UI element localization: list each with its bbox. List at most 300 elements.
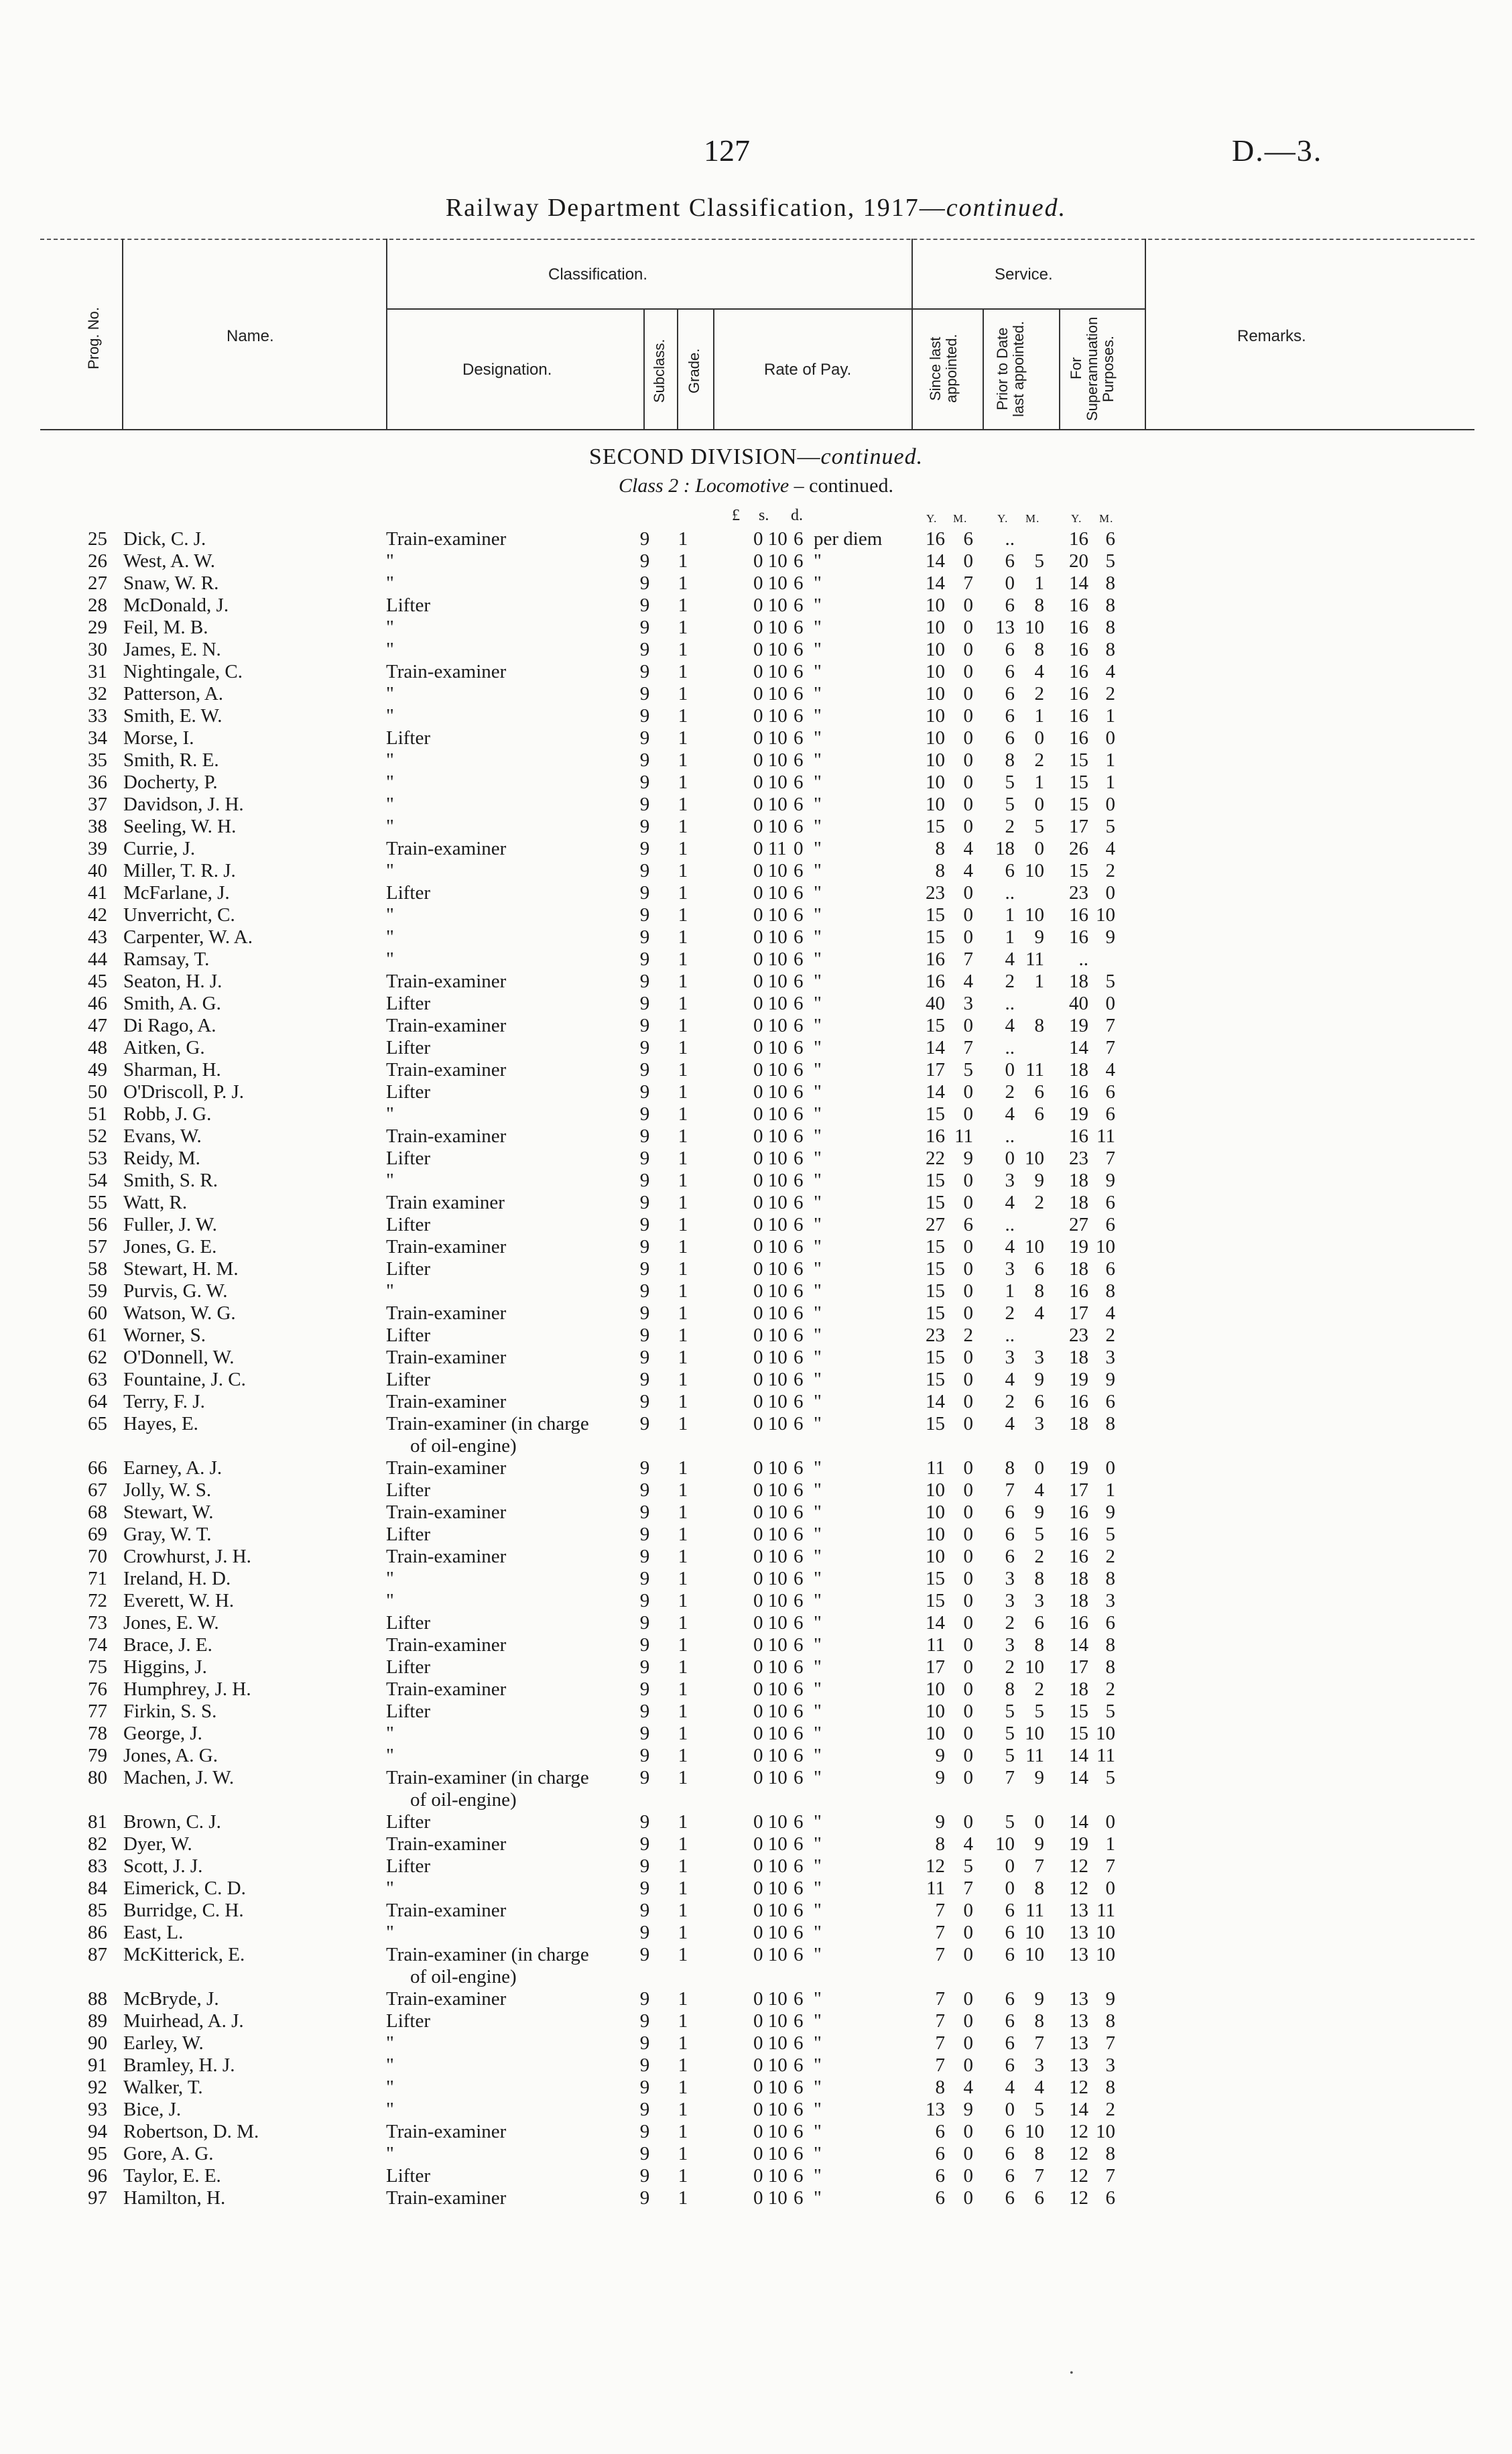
grade-cell: 1 — [678, 1546, 688, 1567]
super-years-cell: 40 — [1069, 993, 1088, 1014]
rate-shillings-cell: 0 10 — [753, 1148, 788, 1169]
since-months-cell: 0 — [963, 727, 973, 749]
unit-shillings: s. — [759, 507, 769, 524]
prior-months-cell: 3 — [1034, 2054, 1044, 2076]
super-months-cell: 8 — [1105, 1656, 1115, 1678]
super-months-cell: 6 — [1105, 2187, 1115, 2209]
grade-cell: 1 — [678, 1015, 688, 1036]
prog-no-cell: 48 — [88, 1037, 107, 1058]
rate-per-cell: " — [814, 1059, 822, 1081]
rate-shillings-cell: 0 10 — [753, 639, 788, 660]
since-years-cell: 10 — [926, 1701, 945, 1722]
prior-months-cell: 7 — [1034, 2032, 1044, 2054]
rate-shillings-cell: 0 10 — [753, 2099, 788, 2120]
prior-years-cell: 3 — [1005, 1590, 1015, 1611]
prior-months-cell: 1 — [1034, 772, 1044, 793]
prior-years-cell: 2 — [1005, 1081, 1015, 1103]
unit-pence: d. — [791, 507, 803, 524]
rate-per-cell: " — [814, 1479, 822, 1501]
since-years-cell: 16 — [926, 1125, 945, 1147]
prior-years-cell: 18 — [995, 838, 1015, 859]
super-months-cell: 9 — [1105, 1170, 1115, 1191]
rate-shillings-cell: 0 10 — [753, 705, 788, 727]
subclass-cell: 9 — [639, 1236, 650, 1257]
super-months-cell: 6 — [1105, 1391, 1115, 1412]
name-cell: McFarlane, J. — [123, 882, 230, 904]
since-months-cell: 0 — [963, 2010, 973, 2032]
super-years-cell: 18 — [1069, 1568, 1088, 1589]
super-years-cell: 19 — [1069, 1015, 1088, 1036]
since-years-cell: 9 — [935, 1745, 945, 1766]
rate-per-cell: per diem — [814, 528, 883, 550]
table-row — [0, 1612, 1512, 1634]
rate-per-cell: " — [814, 1347, 822, 1368]
name-cell: Earley, W. — [123, 2032, 204, 2054]
header-classification: Classification. — [548, 265, 648, 284]
document-title — [0, 193, 1512, 223]
unit-pound: £ — [732, 507, 740, 524]
super-years-cell: 14 — [1069, 572, 1088, 594]
super-months-cell: 9 — [1105, 1369, 1115, 1390]
designation-cell: " — [386, 2077, 394, 2098]
super-months-cell: 10 — [1096, 1236, 1115, 1257]
grade-cell: 1 — [678, 1369, 688, 1390]
rate-per-cell: " — [814, 816, 822, 837]
since-years-cell: 10 — [926, 595, 945, 616]
table-row — [0, 1944, 1512, 1988]
rate-per-cell: " — [814, 550, 822, 572]
header-remarks: Remarks. — [1237, 327, 1306, 345]
name-cell: East, L. — [123, 1922, 184, 1943]
super-years-cell: 20 — [1069, 550, 1088, 572]
prior-months-cell: 6 — [1034, 1391, 1044, 1412]
prior-years-cell: .. — [1005, 1125, 1015, 1147]
rate-shillings-cell: 0 10 — [753, 1037, 788, 1058]
prog-no-cell: 82 — [88, 1833, 107, 1855]
rate-per-cell: " — [814, 2143, 822, 2164]
since-years-cell: 12 — [926, 1855, 945, 1877]
rate-pence-cell: 6 — [794, 727, 804, 749]
subclass-cell: 9 — [639, 1568, 650, 1589]
subclass-cell: 9 — [639, 1059, 650, 1081]
since-months-cell: 0 — [963, 1745, 973, 1766]
grade-cell: 1 — [678, 1678, 688, 1700]
prior-years-cell: 4 — [1005, 1369, 1015, 1390]
table-row — [0, 1878, 1512, 1900]
since-years-cell: 15 — [926, 1170, 945, 1191]
since-months-cell: 5 — [963, 1855, 973, 1877]
name-cell: Gray, W. T. — [123, 1524, 212, 1545]
designation-cell: " — [386, 2032, 394, 2054]
subclass-cell: 9 — [639, 639, 650, 660]
since-months-cell: 7 — [963, 1878, 973, 1899]
rate-pence-cell: 6 — [794, 794, 804, 815]
rate-pence-cell: 6 — [794, 882, 804, 904]
grade-cell: 1 — [678, 2054, 688, 2076]
prior-months-cell: 4 — [1034, 661, 1044, 682]
subclass-cell: 9 — [639, 683, 650, 704]
subclass-cell: 9 — [639, 1723, 650, 1744]
super-years-cell: 14 — [1069, 1634, 1088, 1656]
subclass-cell: 9 — [639, 1391, 650, 1412]
rate-pence-cell: 6 — [794, 1944, 804, 1965]
name-cell: Eimerick, C. D. — [123, 1878, 246, 1899]
prog-no-cell: 79 — [88, 1745, 107, 1766]
prior-years-cell: 6 — [1005, 1922, 1015, 1943]
table-row — [0, 705, 1512, 727]
rate-shillings-cell: 0 10 — [753, 1612, 788, 1634]
since-years-cell: 10 — [926, 1546, 945, 1567]
table-row — [0, 2054, 1512, 2077]
subclass-cell: 9 — [639, 1922, 650, 1943]
prior-months-cell: 8 — [1034, 1568, 1044, 1589]
grade-cell: 1 — [678, 2010, 688, 2032]
subclass-cell: 9 — [639, 1170, 650, 1191]
subclass-cell: 9 — [639, 1347, 650, 1368]
prior-months-cell: 5 — [1034, 550, 1044, 572]
super-years-cell: 16 — [1069, 1391, 1088, 1412]
prior-years-cell: 6 — [1005, 2165, 1015, 2187]
super-months-cell: 2 — [1105, 683, 1115, 704]
name-cell: Seaton, H. J. — [123, 971, 223, 992]
designation-cell: " — [386, 794, 394, 815]
subclass-cell: 9 — [639, 1878, 650, 1899]
rate-shillings-cell: 0 10 — [753, 1634, 788, 1656]
super-months-cell: 6 — [1105, 1258, 1115, 1280]
prog-no-cell: 39 — [88, 838, 107, 859]
designation-cell: Lifter — [386, 1656, 431, 1678]
rate-per-cell: " — [814, 1037, 822, 1058]
table-row — [0, 550, 1512, 572]
since-years-cell: 9 — [935, 1767, 945, 1788]
prior-months-cell: 10 — [1025, 1723, 1044, 1744]
rate-shillings-cell: 0 10 — [753, 1214, 788, 1235]
table-row — [0, 1745, 1512, 1767]
rate-shillings-cell: 0 10 — [753, 1723, 788, 1744]
rate-per-cell: " — [814, 639, 822, 660]
prior-months-cell: 10 — [1025, 1236, 1044, 1257]
grade-cell: 1 — [678, 528, 688, 550]
rate-pence-cell: 6 — [794, 1325, 804, 1346]
since-years-cell: 11 — [926, 1878, 945, 1899]
prior-years-cell: 6 — [1005, 550, 1015, 572]
since-years-cell: 14 — [926, 550, 945, 572]
name-cell: Gore, A. G. — [123, 2143, 214, 2164]
super-months-cell: 11 — [1096, 1745, 1115, 1766]
name-cell: Brace, J. E. — [123, 1634, 212, 1656]
rate-shillings-cell: 0 10 — [753, 1081, 788, 1103]
table-row — [0, 794, 1512, 816]
name-cell: James, E. N. — [123, 639, 221, 660]
super-years-cell: 12 — [1069, 2165, 1088, 2187]
name-cell: Jones, E. W. — [123, 1612, 219, 1634]
rate-shillings-cell: 0 10 — [753, 1325, 788, 1346]
super-years-cell: 16 — [1069, 705, 1088, 727]
super-years-cell: 14 — [1069, 2099, 1088, 2120]
rate-shillings-cell: 0 10 — [753, 2143, 788, 2164]
subclass-cell: 9 — [639, 661, 650, 682]
prog-no-cell: 88 — [88, 1988, 107, 2010]
since-months-cell: 0 — [963, 595, 973, 616]
super-months-cell: 3 — [1105, 1590, 1115, 1611]
rate-per-cell: " — [814, 1988, 822, 2010]
grade-cell: 1 — [678, 1878, 688, 1899]
class-title — [0, 475, 1512, 497]
section-title-main: SECOND DIVISION— — [588, 444, 821, 469]
since-years-cell: 15 — [926, 1192, 945, 1213]
name-cell: West, A. W. — [123, 550, 216, 572]
rate-pence-cell: 6 — [794, 2010, 804, 2032]
prior-years-cell: 4 — [1005, 1236, 1015, 1257]
grade-cell: 1 — [678, 1701, 688, 1722]
rate-per-cell: " — [814, 1634, 822, 1656]
rate-shillings-cell: 0 10 — [753, 1391, 788, 1412]
table-row — [0, 1701, 1512, 1723]
subclass-cell: 9 — [639, 2143, 650, 2164]
super-months-cell: 10 — [1096, 904, 1115, 926]
table-row — [0, 1811, 1512, 1833]
since-months-cell: 0 — [963, 1015, 973, 1036]
super-years-cell: 16 — [1069, 639, 1088, 660]
rate-pence-cell: 6 — [794, 661, 804, 682]
table-row — [0, 1590, 1512, 1612]
super-years-cell: 19 — [1069, 1103, 1088, 1125]
designation-cell: " — [386, 572, 394, 594]
since-months-cell: 0 — [963, 882, 973, 904]
subclass-cell: 9 — [639, 2121, 650, 2142]
prior-months-cell: 8 — [1034, 639, 1044, 660]
rate-pence-cell: 6 — [794, 2121, 804, 2142]
subclass-cell: 9 — [639, 1479, 650, 1501]
name-cell: Feil, M. B. — [123, 617, 208, 638]
prior-months-cell: 3 — [1034, 1590, 1044, 1611]
prior-months-cell: 9 — [1034, 1369, 1044, 1390]
prior-years-cell: 3 — [1005, 1634, 1015, 1656]
designation-cell: " — [386, 1280, 394, 1302]
super-months-cell: 1 — [1105, 705, 1115, 727]
rate-shillings-cell: 0 10 — [753, 2165, 788, 2187]
rate-shillings-cell: 0 10 — [753, 1833, 788, 1855]
designation-cell: Train-examiner — [386, 1302, 507, 1324]
designation-cell: Lifter — [386, 1612, 431, 1634]
prior-months-cell: 9 — [1034, 926, 1044, 948]
grade-cell: 1 — [678, 1745, 688, 1766]
prior-months-cell: 4 — [1034, 1302, 1044, 1324]
subclass-cell: 9 — [639, 1524, 650, 1545]
grade-cell: 1 — [678, 1855, 688, 1877]
prior-years-cell: 2 — [1005, 816, 1015, 837]
subclass-cell: 9 — [639, 1457, 650, 1479]
prog-no-cell: 57 — [88, 1236, 107, 1257]
subclass-cell: 9 — [639, 1701, 650, 1722]
rate-pence-cell: 6 — [794, 971, 804, 992]
prog-no-cell: 37 — [88, 794, 107, 815]
rate-shillings-cell: 0 10 — [753, 1900, 788, 1921]
super-months-cell: 7 — [1105, 2165, 1115, 2187]
subclass-cell: 9 — [639, 1656, 650, 1678]
rate-pence-cell: 6 — [794, 1457, 804, 1479]
rate-shillings-cell: 0 10 — [753, 1302, 788, 1324]
prog-no-cell: 73 — [88, 1612, 107, 1634]
prior-years-cell: 5 — [1005, 1723, 1015, 1744]
grade-cell: 1 — [678, 2187, 688, 2209]
designation-cell: Train-examiner — [386, 1059, 507, 1081]
super-months-cell: 1 — [1105, 772, 1115, 793]
prior-months-cell: 10 — [1025, 1148, 1044, 1169]
rate-per-cell: " — [814, 1192, 822, 1213]
designation-cell: " — [386, 1103, 394, 1125]
unit-super-months: M. — [1099, 512, 1114, 525]
super-months-cell: 0 — [1105, 1811, 1115, 1833]
super-years-cell: 16 — [1069, 926, 1088, 948]
table-row — [0, 572, 1512, 595]
header-designation: Designation. — [462, 361, 552, 379]
since-months-cell: 0 — [963, 2143, 973, 2164]
prog-no-cell: 54 — [88, 1170, 107, 1191]
rate-shillings-cell: 0 10 — [753, 1656, 788, 1678]
super-years-cell: 14 — [1069, 1767, 1088, 1788]
since-months-cell: 0 — [963, 1944, 973, 1965]
designation-cell: Train-examiner — [386, 838, 507, 859]
prior-months-cell: 11 — [1025, 1745, 1044, 1766]
prior-months-cell: 9 — [1034, 1170, 1044, 1191]
prog-no-cell: 80 — [88, 1767, 107, 1788]
name-cell: Watt, R. — [123, 1192, 188, 1213]
prior-months-cell: 8 — [1034, 1015, 1044, 1036]
rate-pence-cell: 6 — [794, 1678, 804, 1700]
prog-no-cell: 43 — [88, 926, 107, 948]
super-months-cell: 5 — [1105, 1524, 1115, 1545]
super-years-cell: 16 — [1069, 1612, 1088, 1634]
prog-no-cell: 71 — [88, 1568, 107, 1589]
prior-months-cell: 9 — [1034, 1988, 1044, 2010]
name-cell: Hayes, E. — [123, 1413, 198, 1434]
super-months-cell: 5 — [1105, 971, 1115, 992]
since-months-cell: 0 — [963, 2121, 973, 2142]
since-years-cell: 10 — [926, 661, 945, 682]
designation-cell: Train-examiner — [386, 1125, 507, 1147]
since-years-cell: 7 — [935, 1922, 945, 1943]
subclass-cell: 9 — [639, 550, 650, 572]
rate-pence-cell: 6 — [794, 1103, 804, 1125]
rate-shillings-cell: 0 10 — [753, 1347, 788, 1368]
since-years-cell: 8 — [935, 1833, 945, 1855]
prior-years-cell: 6 — [1005, 2143, 1015, 2164]
prog-no-cell: 59 — [88, 1280, 107, 1302]
prog-no-cell: 95 — [88, 2143, 107, 2164]
super-months-cell: 8 — [1105, 2010, 1115, 2032]
rate-pence-cell: 6 — [794, 1015, 804, 1036]
rate-per-cell: " — [814, 1457, 822, 1479]
prior-years-cell: 6 — [1005, 860, 1015, 881]
super-years-cell: 13 — [1069, 1944, 1088, 1965]
rate-per-cell: " — [814, 1413, 822, 1434]
prior-years-cell: 3 — [1005, 1170, 1015, 1191]
designation-cell: Lifter — [386, 595, 431, 616]
prog-no-cell: 32 — [88, 683, 107, 704]
prior-months-cell: 6 — [1034, 1103, 1044, 1125]
rate-shillings-cell: 0 10 — [753, 2054, 788, 2076]
name-cell: Jolly, W. S. — [123, 1479, 212, 1501]
rate-per-cell: " — [814, 1811, 822, 1833]
subclass-cell: 9 — [639, 1125, 650, 1147]
name-cell: Seeling, W. H. — [123, 816, 237, 837]
prior-months-cell: 2 — [1034, 1678, 1044, 1700]
rate-shillings-cell: 0 10 — [753, 1988, 788, 2010]
table-row — [0, 2165, 1512, 2187]
rate-per-cell: " — [814, 1325, 822, 1346]
prior-years-cell: 1 — [1005, 926, 1015, 948]
since-months-cell: 0 — [963, 1723, 973, 1744]
rate-shillings-cell: 0 10 — [753, 794, 788, 815]
subclass-cell: 9 — [639, 1302, 650, 1324]
grade-cell: 1 — [678, 772, 688, 793]
super-years-cell: 13 — [1069, 2054, 1088, 2076]
header-prog-no: Prog. No. — [85, 307, 102, 370]
name-cell: O'Driscoll, P. J. — [123, 1081, 245, 1103]
prog-no-cell: 41 — [88, 882, 107, 904]
prior-months-cell: 4 — [1034, 1479, 1044, 1501]
since-months-cell: 4 — [963, 1833, 973, 1855]
grade-cell: 1 — [678, 1037, 688, 1058]
rate-pence-cell: 6 — [794, 1590, 804, 1611]
designation-cell: Train-examiner — [386, 1900, 507, 1921]
prog-no-cell: 86 — [88, 1922, 107, 1943]
rate-per-cell: " — [814, 1369, 822, 1390]
rate-pence-cell: 6 — [794, 1236, 804, 1257]
rate-pence-cell: 6 — [794, 1192, 804, 1213]
prior-years-cell: 4 — [1005, 1413, 1015, 1434]
grade-cell: 1 — [678, 1900, 688, 1921]
prog-no-cell: 69 — [88, 1524, 107, 1545]
prior-years-cell: 7 — [1005, 1479, 1015, 1501]
name-cell: McBryde, J. — [123, 1988, 219, 2010]
prior-years-cell: 8 — [1005, 1678, 1015, 1700]
prog-no-cell: 77 — [88, 1701, 107, 1722]
subclass-cell: 9 — [639, 528, 650, 550]
since-years-cell: 15 — [926, 904, 945, 926]
prior-years-cell: 3 — [1005, 1258, 1015, 1280]
prog-no-cell: 55 — [88, 1192, 107, 1213]
super-months-cell: 8 — [1105, 617, 1115, 638]
subclass-cell: 9 — [639, 838, 650, 859]
designation-cell: Lifter — [386, 2010, 431, 2032]
since-months-cell: 0 — [963, 1457, 973, 1479]
prior-months-cell: 2 — [1034, 749, 1044, 771]
prior-months-cell: 10 — [1025, 1656, 1044, 1678]
table-row — [0, 1922, 1512, 1944]
super-months-cell: 0 — [1105, 794, 1115, 815]
subclass-cell: 9 — [639, 705, 650, 727]
grade-cell: 1 — [678, 948, 688, 970]
prior-years-cell: 5 — [1005, 1745, 1015, 1766]
rate-shillings-cell: 0 10 — [753, 683, 788, 704]
grade-cell: 1 — [678, 705, 688, 727]
prior-years-cell: 7 — [1005, 1767, 1015, 1788]
rate-pence-cell: 6 — [794, 904, 804, 926]
subclass-cell: 9 — [639, 1546, 650, 1567]
rate-shillings-cell: 0 10 — [753, 1501, 788, 1523]
prior-months-cell: 9 — [1034, 1833, 1044, 1855]
prog-no-cell: 61 — [88, 1325, 107, 1346]
since-years-cell: 23 — [926, 882, 945, 904]
name-cell: O'Donnell, W. — [123, 1347, 235, 1368]
prior-months-cell: 8 — [1034, 2010, 1044, 2032]
subclass-cell: 9 — [639, 1767, 650, 1788]
rate-shillings-cell: 0 10 — [753, 1568, 788, 1589]
name-cell: Bramley, H. J. — [123, 2054, 235, 2076]
designation-cell: " — [386, 1568, 394, 1589]
